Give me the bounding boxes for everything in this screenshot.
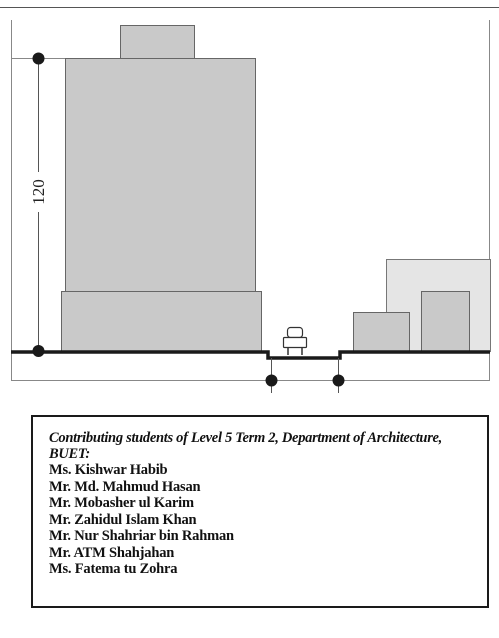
- student-list: [49, 462, 477, 578]
- dimension-dot-bottom: [33, 345, 45, 357]
- list-item: Mr. Nur Shahriar bin Rahman: [49, 528, 234, 544]
- height-dimension-label: 120: [29, 179, 48, 205]
- list-item: Mr. Zahidul Islam Khan: [49, 511, 197, 528]
- tall-building-podium: [62, 292, 262, 352]
- dimension-dot-top: [33, 53, 45, 65]
- list-item: Ms. Fatema tu Zohra: [49, 561, 178, 577]
- list-item: Mr. ATM Shahjahan: [49, 544, 175, 561]
- road-dot-left: [266, 375, 278, 387]
- tall-building-tower: [66, 59, 256, 292]
- road-dot-right: [333, 375, 345, 387]
- credits-heading: Contributing students of Level 5 Term 2, Department of Architecture, BUET:: [49, 430, 442, 462]
- car-icon: [284, 328, 307, 356]
- credits-box: [31, 415, 489, 608]
- low-building-right: [422, 292, 470, 352]
- list-item: Ms. Kishwar Habib: [49, 462, 168, 478]
- rooftop-structure: [121, 26, 195, 59]
- list-item: Mr. Md. Mahmud Hasan: [49, 478, 201, 495]
- low-building-left: [354, 313, 410, 352]
- list-item: Mr. Mobasher ul Karim: [49, 495, 194, 511]
- ground-line: [11, 352, 490, 358]
